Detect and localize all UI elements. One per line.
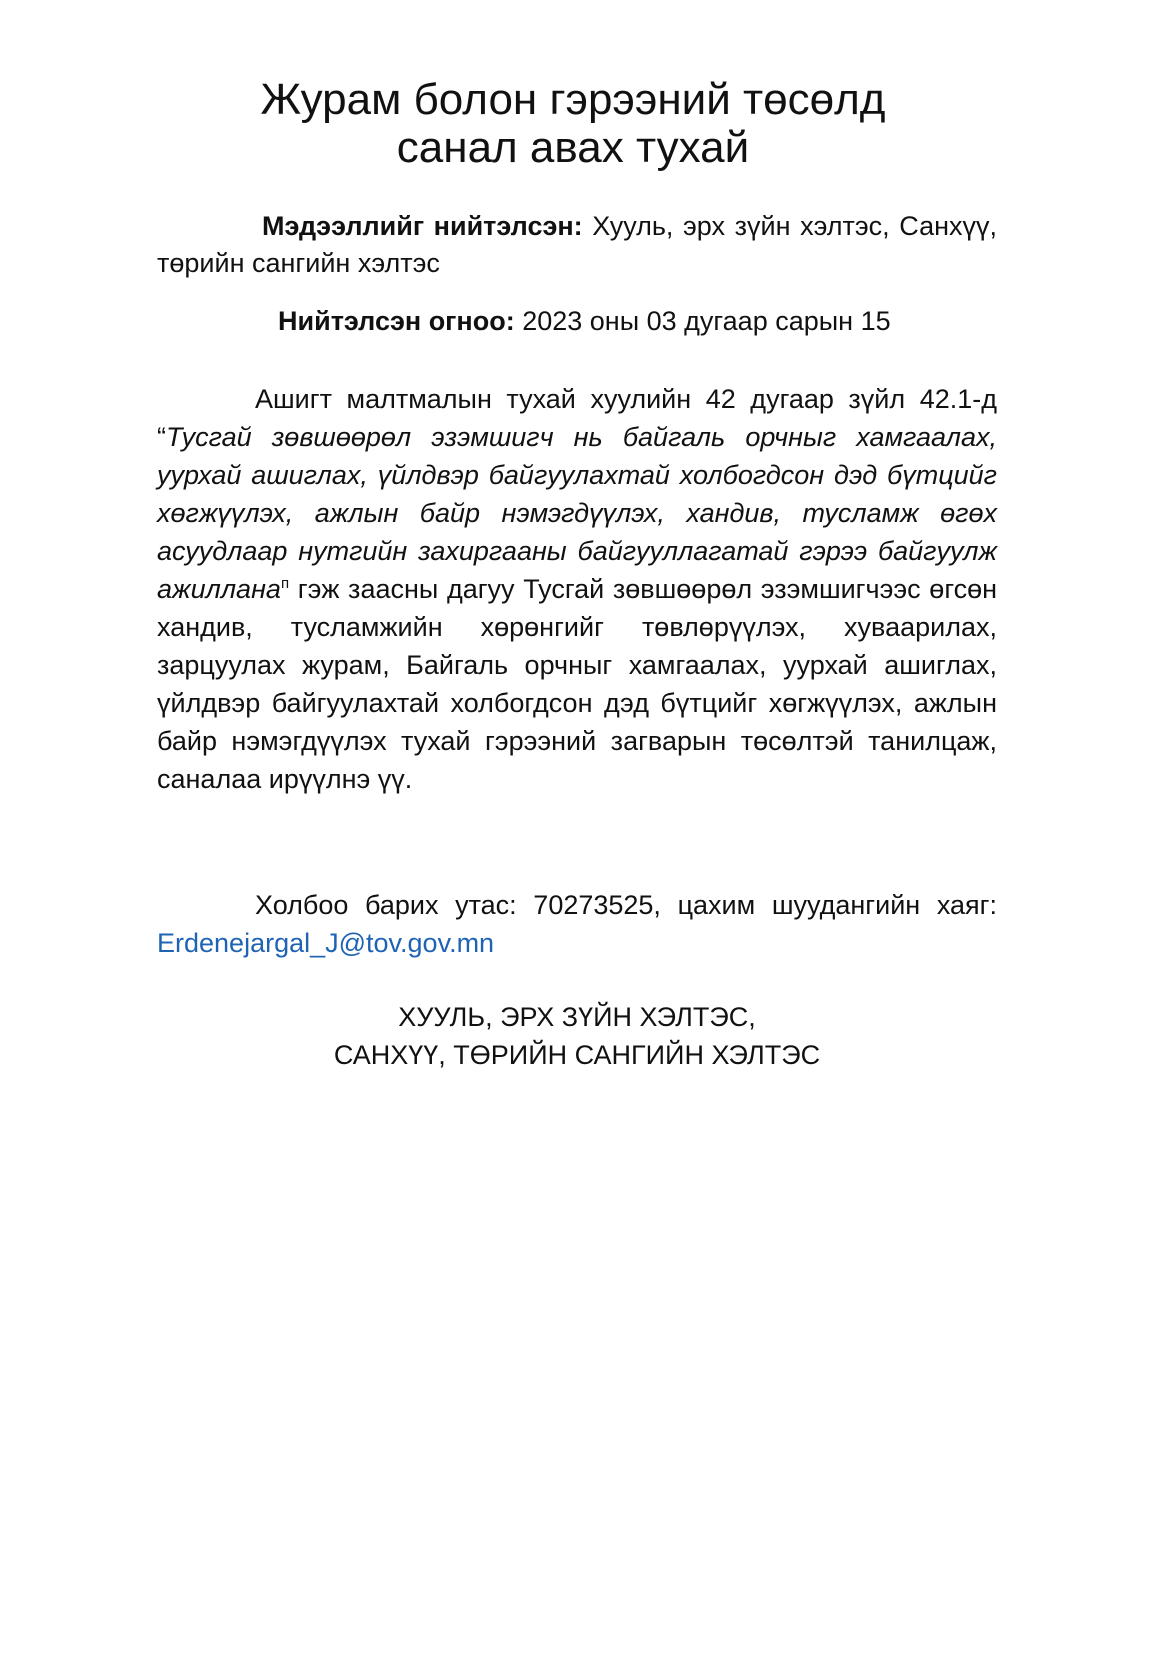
quote-close-mark: п — [280, 575, 290, 592]
publisher-value: Хууль, эрх зүйн хэлтэс, Санхүү, төрийн сангийн хэлтэс — [157, 211, 997, 278]
body-intro: Ашигт малтмалын тухай хуулийн 42 дугаар зүйл 42.1-д “ — [157, 384, 997, 452]
title-line-1: Журам болон гэрээний төсөлд — [260, 75, 886, 124]
title-line-2: санал авах тухай — [396, 123, 750, 172]
body-paragraph — [157, 380, 997, 798]
signature-line-2: САНХҮҮ, ТӨРИЙН САНГИЙН ХЭЛТЭС — [333, 1040, 821, 1070]
publish-date — [278, 303, 998, 340]
date-value: 2023 оны 03 дугаар сарын 15 — [514, 306, 891, 336]
contact-text: Холбоо барих утас: 70273525, цахим шуудангийн хаяг: — [255, 890, 997, 920]
publisher-info — [157, 208, 997, 282]
law-quote: Тусгай зөвшөөрөл эзэмшигч нь байгаль орчныг хамгаалах, уурхай ашиглах, үйлдвэр байгуулахтай холбогдсон дэд бүтцийг хөгжүүлэх, ажлын байр нэмэгдүүлэх, хандив, тусламж өгөх асуудлаар нутгийн захиргааны байгууллагатай гэрээ байгуулж ажиллана — [157, 422, 997, 604]
email-link[interactable]: Erdenejargal_J@tov.gov.mn — [157, 928, 495, 958]
page-title — [150, 76, 996, 172]
contact-paragraph — [157, 886, 997, 962]
publisher-label: Мэдээллийг нийтэлсэн: — [262, 211, 583, 241]
signature-line-1: ХУУЛЬ, ЭРХ ЗҮЙН ХЭЛТЭС, — [398, 1002, 756, 1032]
date-label: Нийтэлсэн огноо: — [278, 306, 515, 336]
signature-block — [157, 998, 997, 1074]
body-rest: гэж заасны дагуу Тусгай зөвшөөрөл эзэмшигчээс өгсөн хандив, тусламжийн хөрөнгийг төвлөрүүлэх, хуваарилах, зарцуулах журам, Байгаль орчныг хамгаалах, уурхай ашиглах, үйлдвэр байгуулахтай холбогдсон дэд бүтцийг хөгжүүлэх, ажлын байр нэмэгдүүлэх тухай гэрээний загварын төсөлтэй танилцаж, саналаа ирүүлнэ үү. — [157, 574, 997, 794]
